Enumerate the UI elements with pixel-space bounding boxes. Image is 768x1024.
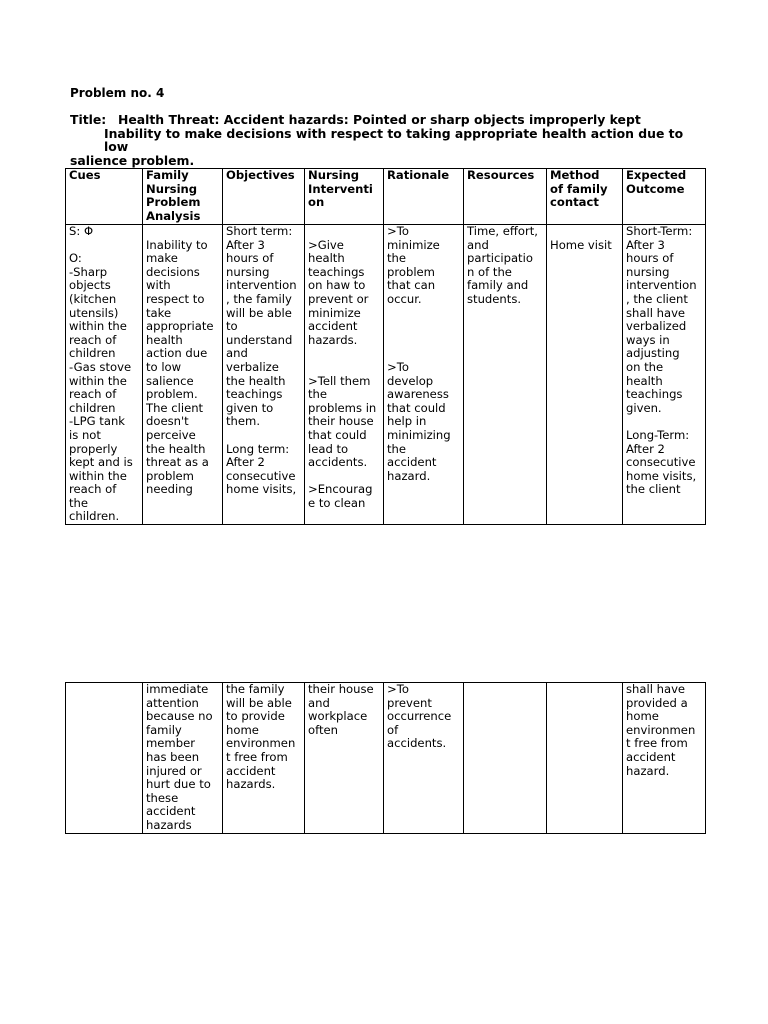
table-row — [66, 225, 706, 525]
title-block — [70, 113, 710, 167]
care-plan-table-part-1 — [65, 168, 706, 525]
problem-number: Problem no. 4 — [70, 86, 165, 100]
header-family-nursing-problem: Family Nursing Problem Analysis — [143, 169, 223, 225]
cell-resources — [464, 683, 547, 834]
cell-outcome: shall have provided a home environmen t free from accident hazard. — [623, 683, 706, 834]
cell-family-problem: immediate attention because no family member has been injured or hurt due to these accident hazards — [143, 683, 223, 834]
cell-outcome: Short-Term: After 3 hours of nursing intervention , the client shall have verbalized ways in adjusting on the health teachings given. Long-Term: After 2 consecutive home visits, the client — [623, 225, 706, 525]
cell-family-problem: Inability to make decisions with respect to take appropriate health action due to low salience problem. The client doesn't perceive the health threat as a problem needing — [143, 225, 223, 525]
table-row — [66, 683, 706, 834]
title-text: Health Threat: Accident hazards: Pointed or sharp objects improperly kept — [118, 112, 641, 127]
header-objectives: Objectives — [223, 169, 305, 225]
cell-method — [547, 683, 623, 834]
cell-cues — [66, 683, 143, 834]
cell-rationale: >To minimize the problem that can occur. >To develop awareness that could help in minimizing the accident hazard. — [384, 225, 464, 525]
cell-objectives: the family will be able to provide home environmen t free from accident hazards. — [223, 683, 305, 834]
header-rationale: Rationale — [384, 169, 464, 225]
cell-intervention: their house and workplace often — [305, 683, 384, 834]
cell-cues: S: Φ O: -Sharp objects (kitchen utensils) within the reach of children -Gas stove within the reach of children -LPG tank is not properly kept and is within the reach of the children. — [66, 225, 143, 525]
cell-method: Home visit — [547, 225, 623, 525]
header-method-of-contact: Method of family contact — [547, 169, 623, 225]
header-nursing-intervention: Nursing Interventi on — [305, 169, 384, 225]
cell-resources: Time, effort, and participatio n of the family and students. — [464, 225, 547, 525]
title-line-3: salience problem. — [70, 152, 195, 168]
header-resources: Resources — [464, 169, 547, 225]
care-plan-table-part-2 — [65, 682, 706, 834]
cell-objectives: Short term: After 3 hours of nursing intervention , the family will be able to understand and verbalize the health teachings given to them. Long term: After 2 consecutive home visits, — [223, 225, 305, 525]
title-line-2: Inability to make decisions with respect to taking appropriate health action due to low — [104, 125, 684, 155]
header-cues: Cues — [66, 169, 143, 225]
header-expected-outcome: Expected Outcome — [623, 169, 706, 225]
title-line-1 — [70, 113, 710, 127]
title-label: Title: — [70, 112, 107, 127]
header-row — [66, 169, 706, 225]
cell-intervention: >Give health teachings on haw to prevent or minimize accident hazards. >Tell them the problems in their house that could lead to accidents. >Encourag e to clean — [305, 225, 384, 525]
cell-rationale: >To prevent occurrence of accidents. — [384, 683, 464, 834]
